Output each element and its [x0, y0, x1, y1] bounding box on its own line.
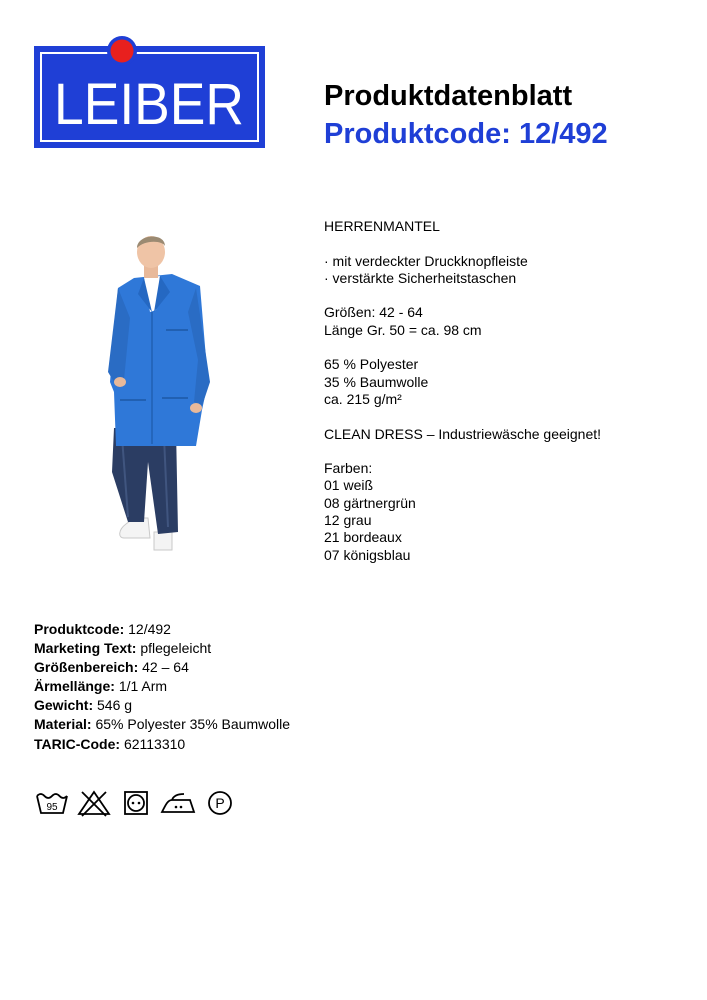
- spec-row-taric-code: [34, 735, 290, 754]
- logo-text: LEIBER: [54, 72, 244, 137]
- page-title: Produktdatenblatt: [324, 80, 573, 112]
- product-code-heading: Produktcode: 12/492: [324, 118, 608, 150]
- spec-value: 62113310: [123, 735, 186, 752]
- color-item: 21 bordeaux: [324, 529, 402, 546]
- color-item: 08 gärtnergrün: [324, 494, 416, 511]
- spec-label: Produktcode:: [34, 621, 125, 637]
- spec-value: 1/1 Arm: [118, 678, 168, 695]
- product-description: [324, 218, 601, 564]
- spec-label: TARIC-Code:: [34, 735, 121, 752]
- material-item: 35 % Baumwolle: [324, 373, 429, 390]
- wash-temperature: 95: [46, 802, 58, 813]
- care-symbols: [34, 788, 244, 818]
- spec-label: Ärmellänge:: [34, 678, 115, 695]
- professional-cleaning-p-icon: [202, 788, 238, 818]
- length-info: Länge Gr. 50 = ca. 98 cm: [324, 321, 482, 338]
- spec-value: 42 – 64: [142, 659, 189, 676]
- iron-icon: [160, 788, 196, 818]
- tumble-dry-icon: [118, 788, 154, 818]
- spec-label: Gewicht:: [34, 697, 94, 714]
- product-photo: [104, 232, 220, 562]
- spec-row-weight: [34, 696, 290, 715]
- leiber-logo: [34, 36, 265, 148]
- feature-item: · mit verdeckter Druckknopfleiste: [324, 252, 528, 269]
- spec-list: [34, 620, 290, 754]
- color-item: 12 grau: [324, 512, 372, 529]
- size-range: Größen: 42 - 64: [324, 304, 423, 321]
- spec-label: Material:: [34, 716, 92, 733]
- spec-row-material: [34, 715, 290, 734]
- spec-value: 546 g: [97, 697, 133, 714]
- color-item: 07 königsblau: [324, 546, 411, 563]
- material-weight: ca. 215 g/m²: [324, 390, 402, 407]
- colors-label: Farben:: [324, 460, 373, 477]
- material-item: 65 % Polyester: [324, 356, 419, 373]
- spec-value: 12/492: [128, 621, 171, 637]
- product-name: HERRENMANTEL: [324, 218, 440, 234]
- clean-dress-note: CLEAN DRESS – Industriewäsche geeignet!: [324, 425, 602, 442]
- spec-label: Marketing Text:: [34, 640, 137, 657]
- spec-row-size-range: [34, 658, 290, 677]
- spec-row-sleeve-length: [34, 677, 290, 696]
- spec-row-product-code: [34, 620, 290, 639]
- feature-item: · verstärkte Sicherheitstaschen: [324, 269, 517, 286]
- wash-95-icon: [34, 788, 70, 818]
- spec-label: Größenbereich:: [34, 659, 139, 676]
- color-item: 01 weiß: [324, 477, 374, 494]
- professional-cleaning-letter: P: [215, 795, 225, 811]
- spec-value: pflegeleicht: [140, 640, 212, 657]
- no-bleach-icon: [76, 788, 112, 818]
- spec-row-marketing-text: [34, 639, 290, 658]
- spec-value: 65% Polyester 35% Baumwolle: [95, 716, 291, 733]
